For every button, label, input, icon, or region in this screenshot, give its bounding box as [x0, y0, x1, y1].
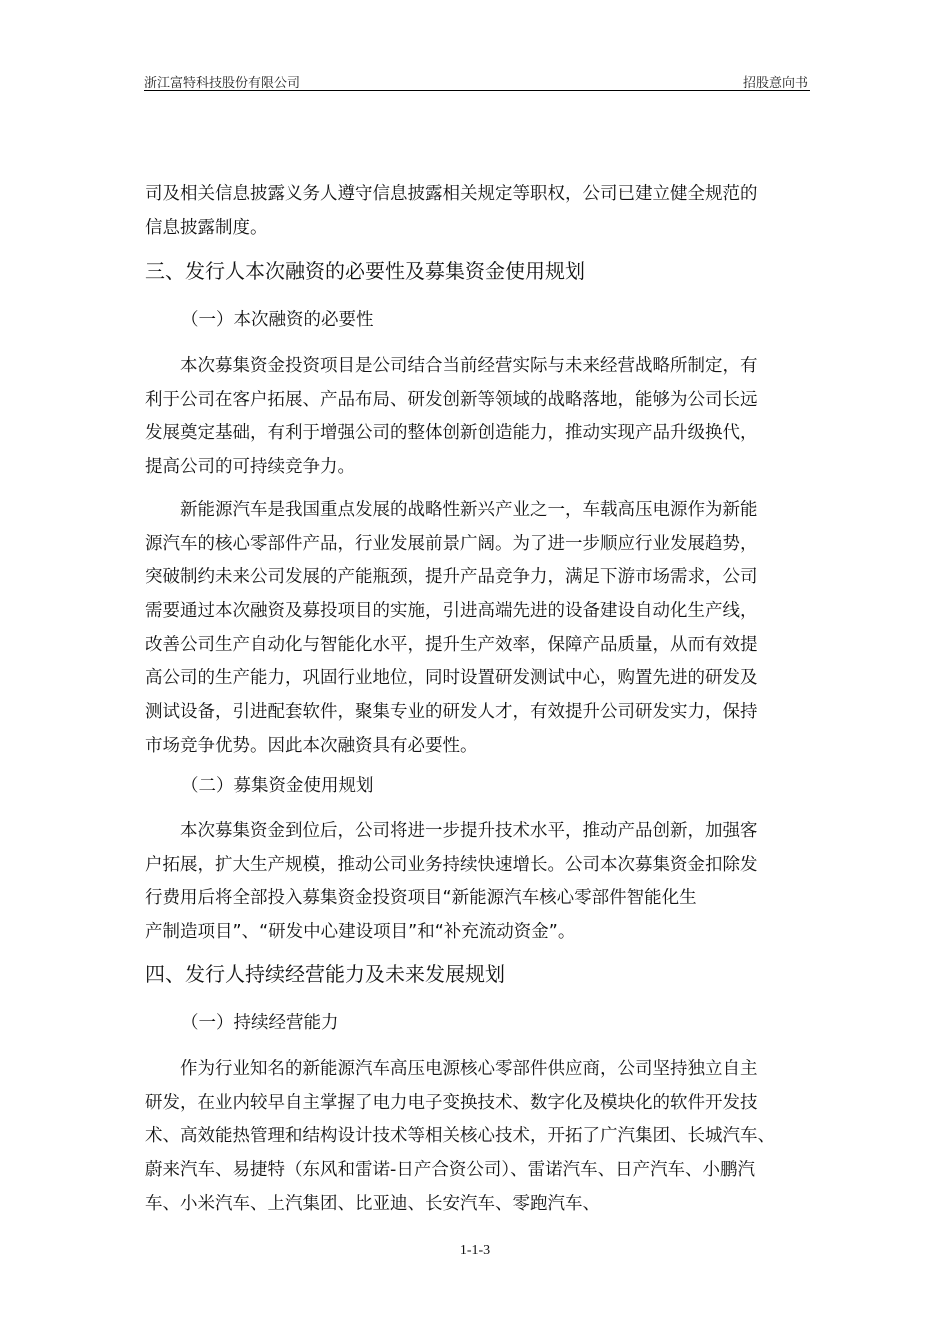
- text-line: 新能源汽车是我国重点发展的战略性新兴产业之一，车载高压电源作为新能: [180, 500, 758, 520]
- text-line: 需要通过本次融资及募投项目的实施，引进高端先进的设备建设自动化生产线，: [145, 601, 758, 622]
- header-company: 浙江富特科技股份有限公司: [144, 76, 301, 91]
- text-line: 源汽车的核心零部件产品，行业发展前景广阔。为了进一步顺应行业发展趋势，: [145, 533, 758, 554]
- text-line: 突破制约未来公司发展的产能瓶颈，提升产品竞争力，满足下游市场需求，公司: [145, 567, 758, 588]
- text-line: 市场竞争优势。因此本次融资具有必要性。: [145, 735, 478, 756]
- section-4-heading: 四、发行人持续经营能力及未来发展规划: [145, 962, 505, 986]
- page-header: [144, 70, 810, 91]
- text-line: 户拓展，扩大生产规模，推动公司业务持续快速增长。公司本次募集资金扣除发: [145, 854, 758, 875]
- text-line: 蔚来汽车、易捷特（东风和雷诺-日产合资公司）、雷诺汽车、日产汽车、小鹏汽: [145, 1160, 756, 1181]
- text-line: 提高公司的可持续竞争力。: [145, 457, 355, 478]
- text-line: 信息披露制度。: [145, 217, 268, 238]
- text-line: 司及相关信息披露义务人遵守信息披露相关规定等职权，公司已建立健全规范的: [145, 184, 758, 204]
- text-line: 行费用后将全部投入募集资金投资项目“新能源汽车核心零部件智能化生: [145, 888, 697, 909]
- text-line: 发展奠定基础，有利于增强公司的整体创新创造能力，推动实现产品升级换代，: [145, 423, 758, 444]
- header-doc-type: 招股意向书: [742, 76, 808, 91]
- text-line: 车、小米汽车、上汽集团、比亚迪、长安汽车、零跑汽车、: [145, 1193, 600, 1214]
- section-4-1-paragraph-1: [145, 1053, 825, 1221]
- text-line: 利于公司在客户拓展、产品布局、研发创新等领域的战略落地，能够为公司长远: [145, 389, 758, 410]
- section-3-2-heading: （二）募集资金使用规划: [181, 776, 374, 796]
- section-4-1-heading: （一）持续经营能力: [181, 1013, 339, 1033]
- text-line: 产制造项目”、“研发中心建设项目”和“补充流动资金”。: [145, 922, 576, 943]
- text-line: 术、高效能热管理和结构设计技术等相关核心技术，开拓了广汽集团、长城汽车、: [145, 1126, 775, 1147]
- section-3-2-paragraph-1: [145, 815, 825, 950]
- section-3-1-paragraph-1: [145, 350, 825, 485]
- section-3-1-heading: （一）本次融资的必要性: [181, 310, 374, 330]
- text-line: 测试设备，引进配套软件，聚集专业的研发人才，有效提升公司研发实力，保持: [145, 702, 758, 723]
- section-3-1-paragraph-2: [145, 494, 825, 764]
- text-line: 研发，在业内较早自主掌握了电力电子变换技术、数字化及模块化的软件开发技: [145, 1092, 758, 1113]
- intro-paragraph: [145, 178, 825, 245]
- text-line: 高公司的生产能力，巩固行业地位，同时设置研发测试中心，购置先进的研发及: [145, 668, 758, 689]
- text-line: 作为行业知名的新能源汽车高压电源核心零部件供应商，公司坚持独立自主: [180, 1059, 758, 1079]
- text-line: 本次募集资金投资项目是公司结合当前经营实际与未来经营战略所制定，有: [180, 356, 758, 376]
- text-line: 本次募集资金到位后，公司将进一步提升技术水平，推动产品创新，加强客: [180, 821, 758, 841]
- section-3-heading: 三、发行人本次融资的必要性及募集资金使用规划: [145, 259, 585, 283]
- page-number: 1-1-3: [459, 1243, 491, 1258]
- text-line: 改善公司生产自动化与智能化水平，提升生产效率，保障产品质量，从而有效提: [145, 634, 758, 655]
